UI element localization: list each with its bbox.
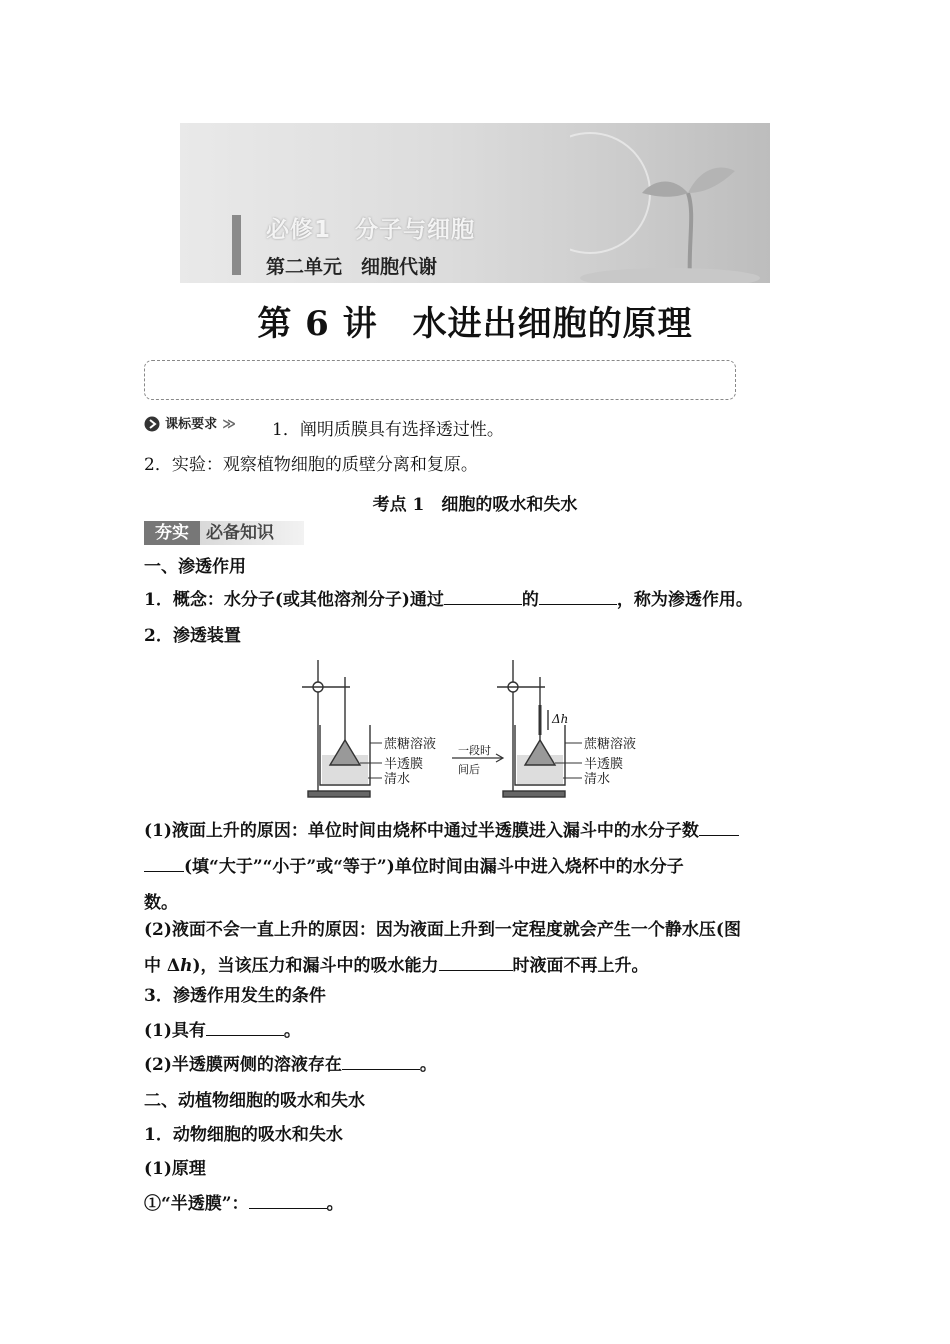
section-heading: 考点 1 细胞的吸水和失水: [372, 495, 578, 515]
p2-text-a: (2)液面不会一直上升的原因：因为液面上升到一定程度就会产生一个静水压(图: [144, 920, 741, 940]
double-chevron-icon: ≫: [222, 417, 236, 432]
banner-accent-bar: [232, 215, 241, 275]
c2-text-a: (2)半透膜两侧的溶液存在: [144, 1055, 342, 1075]
plant-decoration-icon: [570, 123, 770, 283]
label-sucrose-2: 蔗糖溶液: [584, 737, 637, 752]
c1-text-a: (1)具有: [144, 1021, 206, 1041]
l6-text-b: 。: [326, 1194, 344, 1214]
standards-badge-label: 课标要求: [165, 417, 218, 432]
label-water-2: 清水: [584, 772, 611, 787]
blank: [144, 855, 184, 872]
heading-cells: 二、动植物细胞的吸水和失水: [144, 1091, 365, 1111]
arrow-label-top: 一段时: [458, 744, 491, 757]
label-water-1: 清水: [384, 772, 411, 787]
blank: [342, 1053, 420, 1070]
animal-cells-heading: 1．动物细胞的吸水和失水: [144, 1125, 343, 1145]
p1-text-b: (填“大于”“小于”或“等于”)单位时间由漏斗中进入烧杯中的水分子: [184, 857, 684, 877]
p2-text-b4: 时液面不再上升。: [512, 956, 649, 976]
banner-subtitle: 第二单元 细胞代谢: [266, 256, 438, 278]
blank: [699, 819, 739, 836]
label-membrane-2: 半透膜: [584, 757, 624, 772]
p2-text-b2: h: [180, 956, 193, 976]
knowledge-tag-left: 夯实: [144, 521, 200, 545]
standard-item-2: 2．实验：观察植物细胞的质壁分离和复原。: [144, 455, 478, 475]
standard-item-1: 1．阐明质膜具有选择透过性。: [272, 420, 504, 440]
conditions-heading: 3．渗透作用发生的条件: [144, 986, 326, 1006]
c1-text-b: 。: [283, 1021, 301, 1041]
p1-text-c: 数。: [144, 893, 178, 913]
paragraph-1: [144, 813, 814, 921]
knowledge-tag: [144, 521, 304, 545]
arrow-circle-icon: [144, 416, 160, 432]
principle-heading: (1)原理: [144, 1159, 206, 1179]
p2-text-b1: 中 Δ: [144, 956, 181, 976]
blank: [206, 1019, 284, 1036]
concept-line: [144, 588, 814, 612]
lesson-title: 第 6 讲 水进出细胞的原理: [257, 304, 693, 344]
semipermeable-line: [144, 1192, 814, 1216]
blank: [444, 588, 522, 605]
arrow-label-bottom: 间后: [458, 763, 480, 776]
p1-text-a: (1)液面上升的原因：单位时间由烧杯中通过半透膜进入漏斗中的水分子数: [144, 821, 699, 841]
chapter-banner: [180, 123, 770, 283]
apparatus-after: [497, 660, 565, 797]
dashed-box: [144, 360, 736, 400]
delta-h-label: Δh: [552, 712, 569, 726]
concept-text-c: ，称为渗透作用。: [616, 590, 753, 610]
osmosis-apparatus-figure: [300, 655, 660, 803]
condition-1: [144, 1019, 814, 1043]
blank: [539, 588, 617, 605]
apparatus-before: [302, 660, 370, 797]
label-membrane-1: 半透膜: [384, 757, 424, 772]
concept-text-b: 的: [521, 590, 539, 610]
l6-text-a: ①“半透膜”：: [144, 1194, 249, 1214]
label-sucrose-1: 蔗糖溶液: [384, 737, 437, 752]
heading-osmosis: 一、渗透作用: [144, 557, 246, 577]
standards-badge: [144, 413, 236, 432]
banner-title: 必修1 分子与细胞: [266, 217, 476, 243]
blank: [439, 954, 513, 971]
knowledge-tag-right: 必备知识: [200, 521, 304, 545]
c2-text-b: 。: [419, 1055, 437, 1075]
device-heading: 2．渗透装置: [144, 626, 241, 646]
paragraph-2: [144, 912, 814, 984]
blank: [249, 1192, 327, 1209]
condition-2: [144, 1053, 814, 1077]
concept-text-a: 1．概念：水分子(或其他溶剂分子)通过: [144, 590, 444, 610]
p2-text-b3: )，当该压力和漏斗中的吸水能力: [192, 956, 439, 976]
